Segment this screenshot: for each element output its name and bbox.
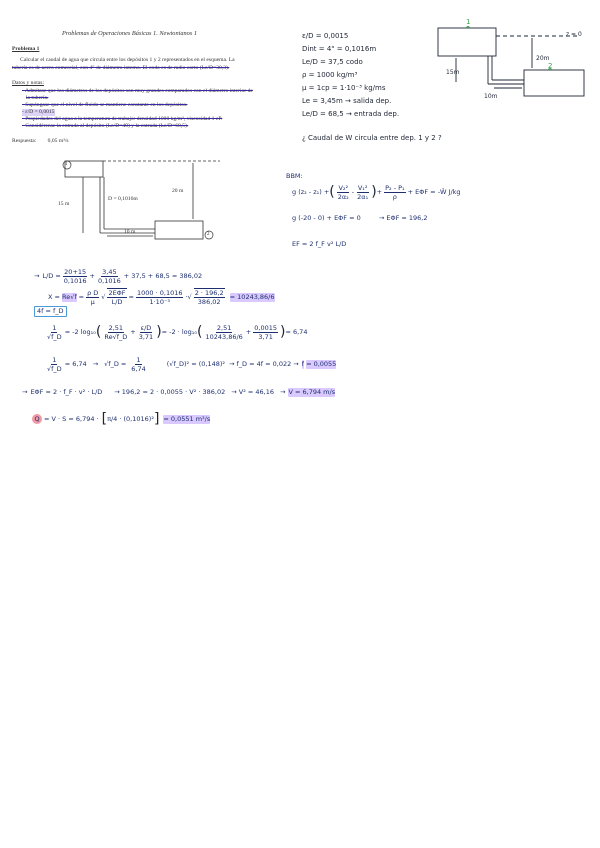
frac-numeric: $\frac{1000 \cdot 0,1016}{\text{1·10⁻³}}$ xyxy=(137,288,183,306)
frac-sqrt-symbolic: $\frac{\text{2EΦF}}{L/D}$ xyxy=(108,289,126,306)
frac-251-num: $\frac{2,51}{10243,86/6}$ xyxy=(205,324,243,341)
work-line-velocity: → EΦF = 2 · f_F · v² · L/D → 196,2 = 2 · 0,0055 · V² · 386,02 → V² = 46,16 → V = 6,794 m/s xyxy=(22,388,336,396)
fig-right-l10: 10m xyxy=(484,93,498,100)
bernoulli-frac-p: $\frac{\text{P₂ - P₁}}{\rho}$ xyxy=(385,184,405,201)
fig-left-label-2: 2 xyxy=(207,232,210,237)
data-le-salida: Le = 3,45m → salida dep. xyxy=(302,97,392,105)
frac-inv-sqrt-f-2: $\frac{1}{√f\_D}$ xyxy=(47,356,62,373)
data-notes-label: Datos y notas: xyxy=(12,80,45,86)
problem-statement-line-1: Calcular el caudal de agua que circula entre los depósitos 1 y 2 representados en el esquema. La xyxy=(20,57,235,63)
frac-eps-num: $\frac{0,0015}{3,71}$ xyxy=(254,324,277,341)
bernoulli-frac-v1: $\frac{\text{V₁²}}{\text{2α₁}}$ xyxy=(357,184,369,201)
bracket-open: ( xyxy=(329,184,335,200)
fig-left-label-1: 1 xyxy=(65,162,68,167)
problem-title: Problemas de Operaciones Básicas 1. Newtonianos 1 xyxy=(62,30,197,37)
answer-line xyxy=(12,138,69,145)
work-line-colebrook: $\frac{1}{√f\_D}$ = -2 log₁₀ ( $\frac{2,51}{Re√f\_D}$ + $\frac{\varepsilon/D}{3,71}$ ) = -2 · log₁₀ ( $\frac{2,51}{10243,86/6}$ + $\frac{0,0015}{3,71}$ ) = 6,74 xyxy=(47,324,308,341)
note-5: - Considérense la entrada al depósito (Le/D=49) y la entrada (Le/D=68,5). xyxy=(22,123,189,129)
minus-sign: - xyxy=(351,188,355,196)
frac-rho-d-mu: $\frac{\text{ρ D}}{\mu}$ xyxy=(87,288,99,306)
note-4: - Propiedades del agua a la temperatura de trabajo: densidad 1000 kg/m³, viscosidad 1 cP. xyxy=(22,116,223,122)
plus-sign: + xyxy=(376,188,383,196)
frac-inv-sqrt-f: $\frac{1}{√f\_D}$ xyxy=(47,324,62,341)
boxed-fanning-darcy: 4f = f_D xyxy=(34,306,67,317)
data-le-codo: Le/D = 37,5 codo xyxy=(302,58,363,66)
area-expression: π/4 · (0,1016)² xyxy=(107,414,154,423)
bernoulli-frac-v2: $\frac{\text{V₂²}}{\text{2α₂}}$ xyxy=(337,184,349,201)
flow-q-marker: Q xyxy=(32,414,42,424)
note-1: - Admítase que los diámetros de los depósitos son muy grandes comparados con el diámetro interior de xyxy=(22,88,253,94)
fig-left-diameter: D = 0,1016m xyxy=(108,196,138,202)
work-line-x: X = Re√f = $\frac{\text{ρ D}}{\mu}$ √ $\frac{\text{2EΦF}}{L/D}$ = $\frac{1000 \cdot 0,1016}{\text{1·10⁻³}}$ ·√ $\frac{2 \cdot 196,2}{386,02}$ = 10243,86/6 xyxy=(48,288,275,306)
data-viscosity: μ = 1cp = 1·10⁻³ kg/ms xyxy=(302,84,386,92)
bernoulli-line-3: EF = 2 f_F v² L/D xyxy=(292,240,347,248)
question-line: ¿ Caudal de W circula entre dep. 1 y 2 ? xyxy=(302,134,442,142)
highlight-f-value: = 0,0055 xyxy=(306,360,337,368)
problem-label: Problema 1 xyxy=(12,46,40,52)
frac-1-674: $\frac{1}{6,74}$ xyxy=(131,356,146,373)
data-dint: Dint = 4" = 0,1016m xyxy=(302,45,377,53)
bernoulli-label: BBM: xyxy=(286,172,303,180)
highlight-f-symbol: f xyxy=(301,360,305,368)
frac-sqrt-numeric: $\frac{2 \cdot 196,2}{386,02}$ xyxy=(194,289,224,306)
fig-left-length-10: 10 m xyxy=(124,229,136,235)
work-line-flow: Q = V · S = 6,794 · [ π/4 · (0,1016)² ] = 0,0551 m³/s xyxy=(32,414,210,424)
fig-right-label-1: 1 xyxy=(466,18,471,26)
fig-left-height-20: 20 m xyxy=(172,188,184,194)
data-le-entrada: Le/D = 68,5 → entrada dep. xyxy=(302,110,400,118)
work-line-solve-f: $\frac{1}{√f\_D}$ = 6,74 → √f_D = $\frac{1}{6,74}$ (√f_D)² = (0,148)² → f_D = 4f = 0,022 → f = 0,0055 xyxy=(47,356,337,373)
fig-right-h20: 20m xyxy=(536,55,550,62)
answer-label: Respuesta: xyxy=(12,138,37,144)
tank-schematic-left xyxy=(55,155,225,245)
highlight-x-result: = 10243,86/6 xyxy=(229,292,275,301)
frac-eps-371: $\frac{\varepsilon/D}{3,71}$ xyxy=(138,324,154,341)
fig-right-z0: z = 0 xyxy=(566,31,582,38)
frac-le: $\frac{3,45}{0,1016}$ xyxy=(98,268,121,285)
highlight-re-sqrt-f: Re√f xyxy=(61,292,77,301)
highlight-velocity: V = 6,794 m/s xyxy=(288,388,336,396)
note-3: - ε/D = 0,0015 xyxy=(22,109,55,115)
bernoulli-rhs: + EΦF = -Ŵ J/kg xyxy=(407,188,461,196)
frac-heights: $\frac{20+15}{0,1016}$ xyxy=(63,268,87,285)
fig-right-label-2: 2 xyxy=(548,62,553,70)
bernoulli-line-2: g (-20 - 0) + EΦF = 0 → EΦF = 196,2 xyxy=(292,214,428,222)
frac-251-re: $\frac{2,51}{Re√f\_D}$ xyxy=(104,324,128,341)
fig-left-height-15: 15 m xyxy=(58,201,70,207)
bernoulli-lhs: g (z₂ - z₁) + xyxy=(292,188,330,196)
highlight-flow-result: = 0,0551 m³/s xyxy=(163,414,211,423)
note-2: - Supóngase que el nivel de fluido se mantiene constante en los depósitos. xyxy=(22,102,188,108)
work-line-ld: → L/D = $\frac{20+15}{0,1016}$ + $\frac{3,45}{0,1016}$ + 37,5 + 68,5 = 386,02 xyxy=(34,268,203,285)
fig-right-h15: 15m xyxy=(446,69,460,76)
data-eps-d: ε/D = 0,0015 xyxy=(302,32,349,40)
bernoulli-equation xyxy=(292,184,461,201)
problem-statement-line-2: tubería es de acero comercial, con 4" de diámetro interno. El codo es de radio corto (Le/D=30,3). xyxy=(12,65,230,71)
answer-value: 0,05 m³/s xyxy=(47,138,69,144)
note-1b: la tubería. xyxy=(26,95,49,101)
data-density: ρ = 1000 kg/m³ xyxy=(302,71,358,79)
bracket-close: ) xyxy=(371,184,377,200)
